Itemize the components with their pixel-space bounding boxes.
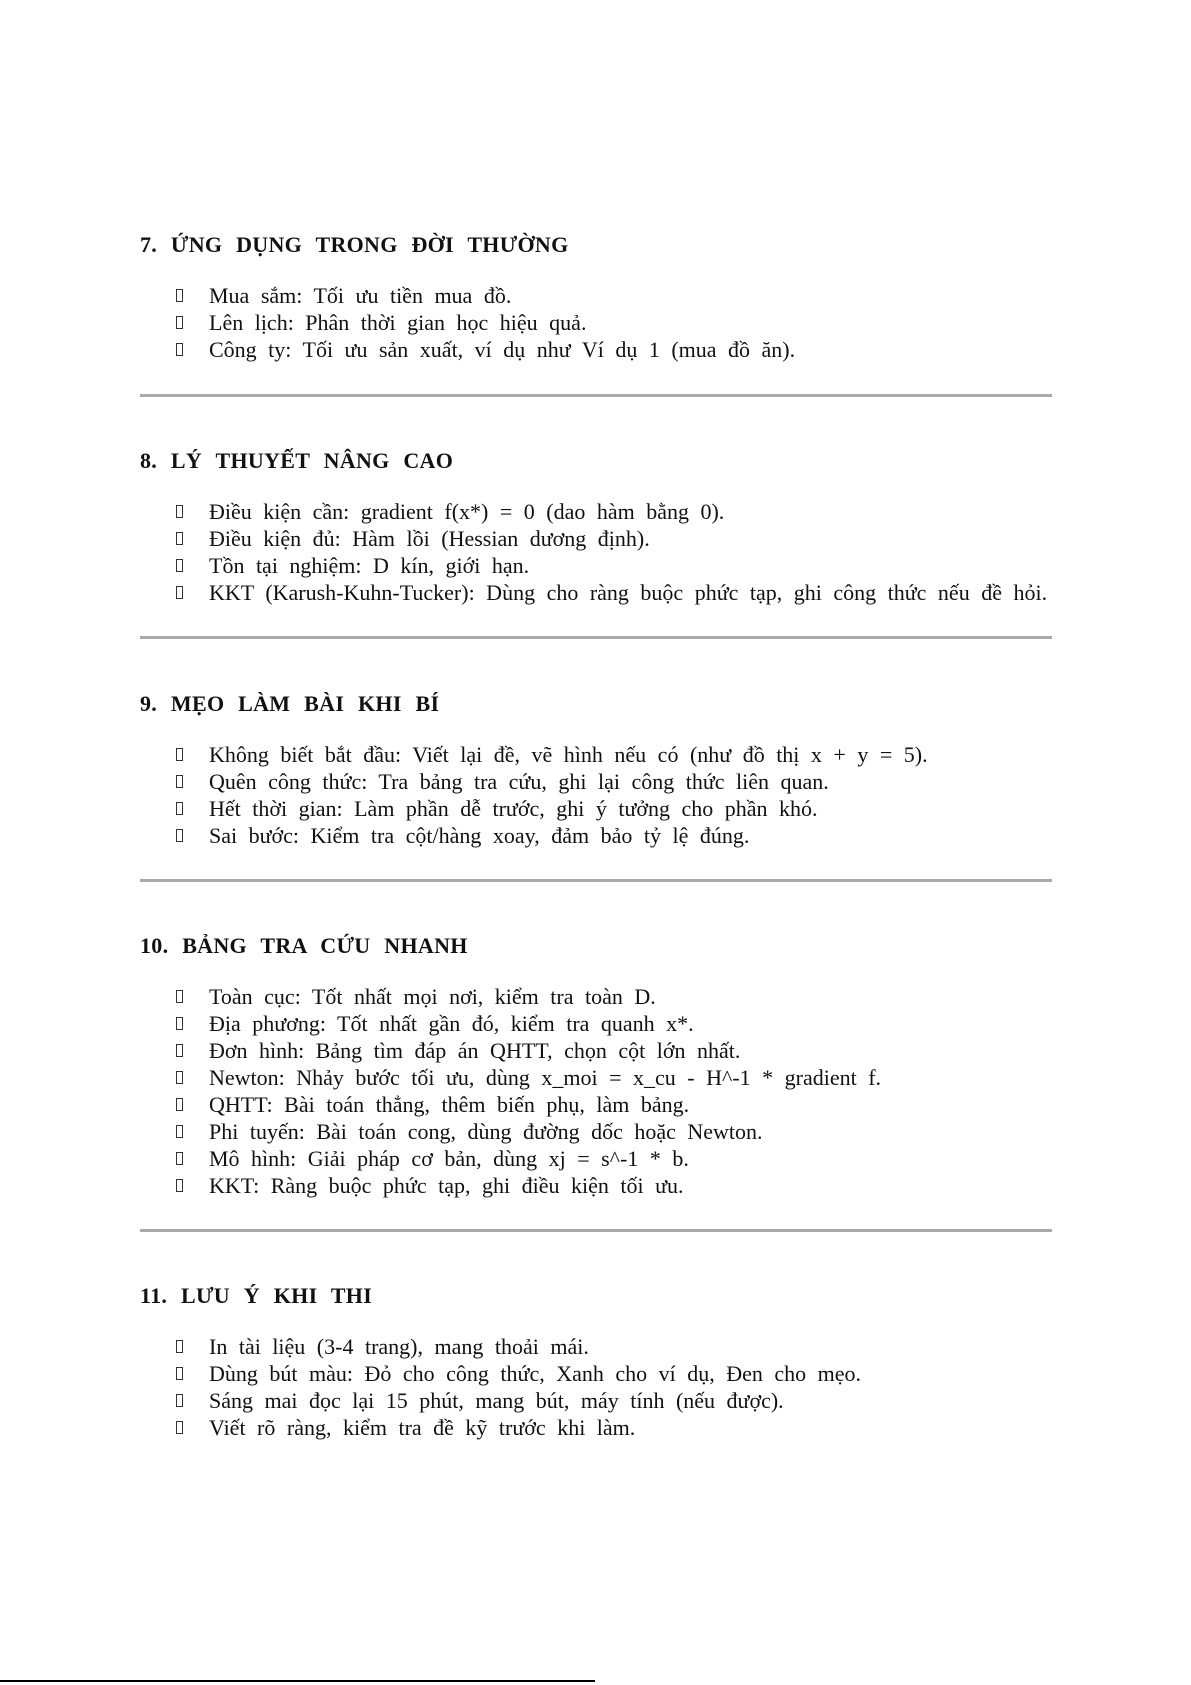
bullet-icon <box>176 829 183 842</box>
list-item-text: KKT (Karush-Kuhn-Tucker): Dùng cho ràng buộc phức tạp, ghi công thức nếu đề hỏi. <box>209 580 1048 605</box>
footer-rule <box>0 1680 595 1682</box>
list-item-text: Đơn hình: Bảng tìm đáp án QHTT, chọn cột lớn nhất. <box>209 1038 741 1063</box>
list-item-text: Tồn tại nghiệm: D kín, giới hạn. <box>209 553 530 578</box>
list-item <box>140 552 1130 579</box>
section-10 <box>140 931 1130 1199</box>
section-heading: 10. BẢNG TRA CỨU NHANH <box>140 933 468 958</box>
bullet-icon <box>176 775 183 788</box>
list-item-text: In tài liệu (3-4 trang), mang thoải mái. <box>209 1334 589 1359</box>
list-item <box>140 498 1130 525</box>
list-item-text: Công ty: Tối ưu sản xuất, ví dụ như Ví dụ 1 (mua đồ ăn). <box>209 337 796 362</box>
list-item <box>140 1172 1130 1199</box>
bullet-icon <box>176 289 183 302</box>
section-heading: 7. ỨNG DỤNG TRONG ĐỜI THƯỜNG <box>140 232 569 257</box>
list-item-text: Mua sắm: Tối ưu tiền mua đồ. <box>209 283 512 308</box>
bullet-icon <box>176 990 183 1003</box>
list-item-text: Viết rõ ràng, kiểm tra đề kỹ trước khi làm. <box>209 1415 636 1440</box>
list-item-text: KKT: Ràng buộc phức tạp, ghi điều kiện tối ưu. <box>209 1173 684 1198</box>
bullet-icon <box>176 802 183 815</box>
list-item <box>140 1064 1130 1091</box>
bullet-icon <box>176 1125 183 1138</box>
section-divider <box>140 636 1052 639</box>
list-item <box>140 1118 1130 1145</box>
list-item-text: Điều kiện đủ: Hàm lồi (Hessian dương định). <box>209 526 650 551</box>
section-7 <box>140 230 1130 363</box>
bullet-icon <box>176 586 183 599</box>
list-item <box>140 579 1130 606</box>
bullet-icon <box>176 559 183 572</box>
bullet-list <box>140 1333 1130 1441</box>
list-item-text: Sai bước: Kiểm tra cột/hàng xoay, đảm bảo tỷ lệ đúng. <box>209 823 750 848</box>
section-divider <box>140 879 1052 882</box>
list-item <box>140 1145 1130 1172</box>
list-item <box>140 1360 1130 1387</box>
bullet-icon <box>176 748 183 761</box>
list-item-text: Địa phương: Tốt nhất gần đó, kiểm tra quanh x*. <box>209 1011 694 1036</box>
bullet-icon <box>176 1340 183 1353</box>
list-item-text: Mô hình: Giải pháp cơ bản, dùng xj = s^-1 * b. <box>209 1146 689 1171</box>
section-11 <box>140 1281 1130 1441</box>
list-item <box>140 822 1130 849</box>
bullet-icon <box>176 1367 183 1380</box>
bullet-list <box>140 983 1130 1199</box>
bullet-icon <box>176 316 183 329</box>
list-item <box>140 741 1130 768</box>
list-item <box>140 795 1130 822</box>
section-heading: 8. LÝ THUYẾT NÂNG CAO <box>140 448 454 473</box>
list-item-text: Dùng bút màu: Đỏ cho công thức, Xanh cho ví dụ, Đen cho mẹo. <box>209 1361 862 1386</box>
bullet-icon <box>176 1044 183 1057</box>
bullet-icon <box>176 343 183 356</box>
bullet-icon <box>176 532 183 545</box>
bullet-list <box>140 282 1130 363</box>
list-item <box>140 309 1130 336</box>
bullet-icon <box>176 1098 183 1111</box>
list-item-text: Phi tuyến: Bài toán cong, dùng đường dốc hoặc Newton. <box>209 1119 763 1144</box>
list-item <box>140 336 1130 363</box>
bullet-icon <box>176 505 183 518</box>
list-item <box>140 1387 1130 1414</box>
section-9 <box>140 689 1130 849</box>
bullet-icon <box>176 1421 183 1434</box>
section-divider <box>140 1229 1052 1232</box>
list-item <box>140 1010 1130 1037</box>
list-item <box>140 768 1130 795</box>
list-item-text: Lên lịch: Phân thời gian học hiệu quả. <box>209 310 587 335</box>
list-item <box>140 983 1130 1010</box>
list-item-text: Toàn cục: Tốt nhất mọi nơi, kiểm tra toàn D. <box>209 984 656 1009</box>
section-divider <box>140 394 1052 397</box>
list-item-text: Không biết bắt đầu: Viết lại đề, vẽ hình nếu có (như đồ thị x + y = 5). <box>209 742 928 767</box>
bullet-icon <box>176 1017 183 1030</box>
list-item-text: Hết thời gian: Làm phần dễ trước, ghi ý tưởng cho phần khó. <box>209 796 818 821</box>
list-item <box>140 525 1130 552</box>
bullet-icon <box>176 1394 183 1407</box>
list-item <box>140 1333 1130 1360</box>
section-heading: 11. LƯU Ý KHI THI <box>140 1283 373 1308</box>
list-item <box>140 282 1130 309</box>
list-item-text: Newton: Nhảy bước tối ưu, dùng x_moi = x_cu - H^-1 * gradient f. <box>209 1065 882 1090</box>
bullet-list <box>140 741 1130 849</box>
list-item-text: Sáng mai đọc lại 15 phút, mang bút, máy tính (nếu được). <box>209 1388 784 1413</box>
list-item-text: QHTT: Bài toán thẳng, thêm biến phụ, làm bảng. <box>209 1092 690 1117</box>
bullet-icon <box>176 1152 183 1165</box>
section-heading: 9. MẸO LÀM BÀI KHI BÍ <box>140 691 440 716</box>
list-item <box>140 1091 1130 1118</box>
bullet-icon <box>176 1071 183 1084</box>
bullet-icon <box>176 1179 183 1192</box>
list-item-text: Quên công thức: Tra bảng tra cứu, ghi lại công thức liên quan. <box>209 769 829 794</box>
section-8 <box>140 446 1130 606</box>
bullet-list <box>140 498 1130 606</box>
list-item-text: Điều kiện cần: gradient f(x*) = 0 (dao hàm bằng 0). <box>209 499 725 524</box>
list-item <box>140 1414 1130 1441</box>
list-item <box>140 1037 1130 1064</box>
